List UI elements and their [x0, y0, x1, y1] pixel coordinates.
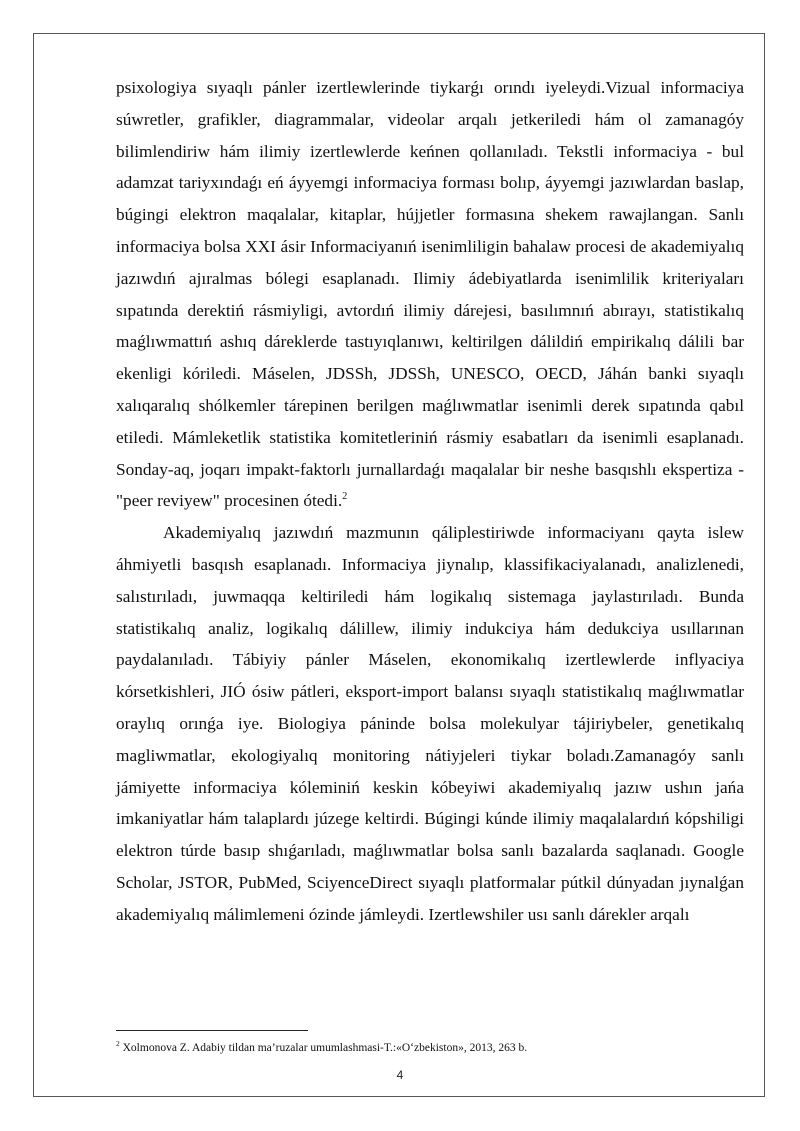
footnote-separator	[116, 1030, 308, 1031]
footnote-number: 2	[116, 1039, 120, 1049]
footnote-text: Xolmonova Z. Adabiy tildan ma’ruzalar umumlashmasi-T.:«O‘zbekiston», 2013, 263 b.	[122, 1042, 528, 1054]
paragraph-2	[116, 517, 744, 930]
page-number: 4	[396, 1068, 404, 1082]
paragraph-1	[116, 72, 744, 517]
document-body	[116, 72, 744, 931]
footnote	[116, 1041, 744, 1055]
paragraph-2-text: Akademiyalıq jazıwdıń mazmunın qáliplestiriwde informaciyanı qayta islew áhmiyetli basqısh esaplanadı. Informaciya jiynalıp, klassifikaciyalanadı, analizlenedi, salıstırıladı, juwmaqqa keltiriledi hám logikalıq sistemaga jaylastırıladı. Bunda statistikalıq analiz, logikalıq dálillew, ilimiy indukciya hám dedukciya usıllarınan paydalanıladı. Tábiyiy pánler Máselen, ekonomikalıq izertlewlerde inflyaciya kórsetkishleri, JIÓ ósiw pátleri, eksport-import balansı sıyaqlı statistikalıq maǵlıwmatlar oraylıq orınǵa iye. Biologiya páninde bolsa molekulyar tájiriybeler, genetikalıq magliwmatlar, ekologiyalıq monitoring nátiyjeleri tiykar boladı.Zamanagóy sanlı jámiyette informaciya kóleminiń keskin kóbeyiwi akademiyalıq jazıw ushın jańa imkaniyatlar hám talaplardı júzege keltirdi. Búgingi kúnde ilimiy maqalalardıń kópshiligi elektron túrde basıp shıǵarıladı, maǵlıwmatlar bolsa sanlı bazalarda saqlanadı. Google Scholar, JSTOR, PubMed, SciyenceDirect sıyaqlı platformalar pútkil dúnyadan jıynalǵan akademiyalıq málimlemeni ózinde jámleydi. Izertlewshiler usı sanlı dárekler arqalı	[116, 523, 744, 924]
paragraph-1-text: psixologiya sıyaqlı pánler izertlewlerinde tiykarǵı orındı iyeleydi.Vizual informaciya súwretler, grafikler, diagrammalar, videolar arqalı jetkeriledi hám ol zamanagóy bilimlendiriw hám ilimiy izertlewlerde keńnen qollanıladı. Tekstli informaciya - bul adamzat tariyxındaǵı eń áyyemgi informaciya forması bolıp, áyyemgi jazıwlardan baslap, búgingi elektron maqalalar, kitaplar, hújjetler formasına shekem rawajlangan. Sanlı informaciya bolsa XXI ásir Informaciyanıń isenimliligin bahalaw procesi de akademiyalıq jazıwdıń ajıralmas bólegi esaplanadı. Ilimiy ádebiyatlarda isenimlilik kriteriyaları sıpatında derektiń rásmiyligi, avtordıń ilimiy dárejesi, basılımnıń abırayı, statistikalıq maǵlıwmattıń ashıq dáreklerde tastıyıqlanıwı, keltirilgen dálildiń empirikalıq dálili bar ekenligi kóriledi. Máselen, JDSSh, JDSSh, UNESCO, OECD, Jáhán banki sıyaqlı xalıqaralıq shólkemler tárepinen berilgen maǵlıwmatlar isenimli derek sıpatında qabıl etiledi. Mámleketlik statistika komitetleriniń rásmiy esabatları da isenimli esaplanadı. Sonday-aq, joqarı impakt-faktorlı jurnallardaǵı maqalalar bir neshe basqıshlı ekspertiza - "peer reviyew" procesinen ótedi.	[116, 78, 744, 511]
footnote-reference[interactable]: 2	[342, 491, 348, 503]
